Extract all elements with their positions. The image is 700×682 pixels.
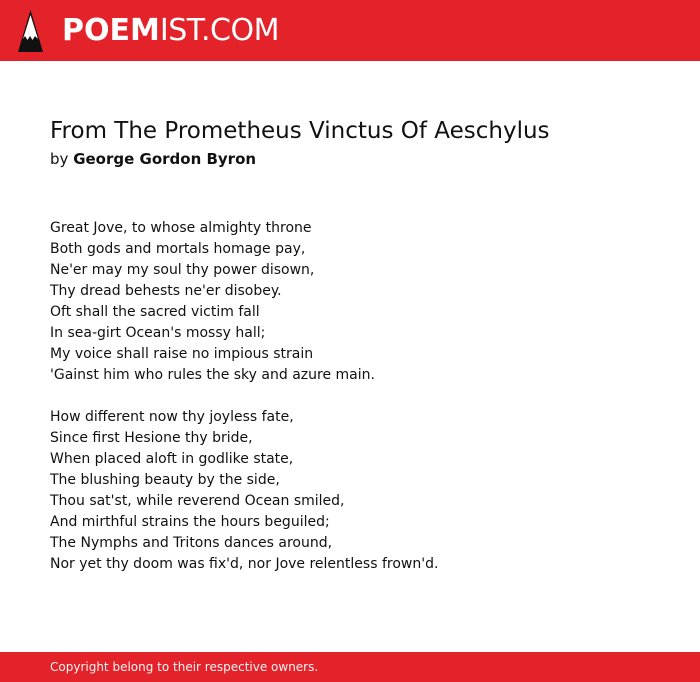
site-header [0, 0, 700, 61]
poem-line: Ne'er may my soul thy power disown, [50, 262, 315, 278]
stanza-2 [50, 407, 670, 575]
site-footer [0, 652, 700, 682]
poem-line: Both gods and mortals homage pay, [50, 241, 306, 257]
site-logo[interactable] [62, 12, 279, 50]
poem-line: My voice shall raise no impious strain [50, 346, 314, 362]
poem-line: In sea-girt Ocean's mossy hall; [50, 325, 266, 341]
poem-title: From The Prometheus Vinctus Of Aeschylus [50, 118, 550, 144]
logo-text-bold: POEM [62, 13, 160, 48]
poem-line: 'Gainst him who rules the sky and azure main. [50, 367, 375, 383]
poem-line: The blushing beauty by the side, [50, 472, 280, 488]
poem-line: Great Jove, to whose almighty throne [50, 220, 312, 236]
copyright-notice: Copyright belong to their respective owners. [50, 660, 319, 674]
poem-byline [50, 148, 256, 170]
logo-text-light: IST.COM [159, 13, 279, 48]
poem-line: How different now thy joyless fate, [50, 409, 294, 425]
by-label: by [50, 150, 69, 168]
poem-line: Nor yet thy doom was fix'd, nor Jove relentless frown'd. [50, 556, 439, 572]
poem-line: Since first Hesione thy bride, [50, 430, 253, 446]
poem-line: Oft shall the sacred victim fall [50, 304, 260, 320]
poem-line: When placed aloft in godlike state, [50, 451, 294, 467]
poem-line: The Nymphs and Tritons dances around, [50, 535, 333, 551]
poem-body [50, 218, 670, 596]
poem-author: George Gordon Byron [73, 150, 257, 168]
poem-line: Thou sat'st, while reverend Ocean smiled, [50, 493, 345, 509]
pen-nib-icon[interactable] [17, 9, 44, 53]
poem-line: And mirthful strains the hours beguiled; [50, 514, 330, 530]
poem-line: Thy dread behests ne'er disobey. [50, 283, 282, 299]
stanza-1 [50, 218, 670, 386]
